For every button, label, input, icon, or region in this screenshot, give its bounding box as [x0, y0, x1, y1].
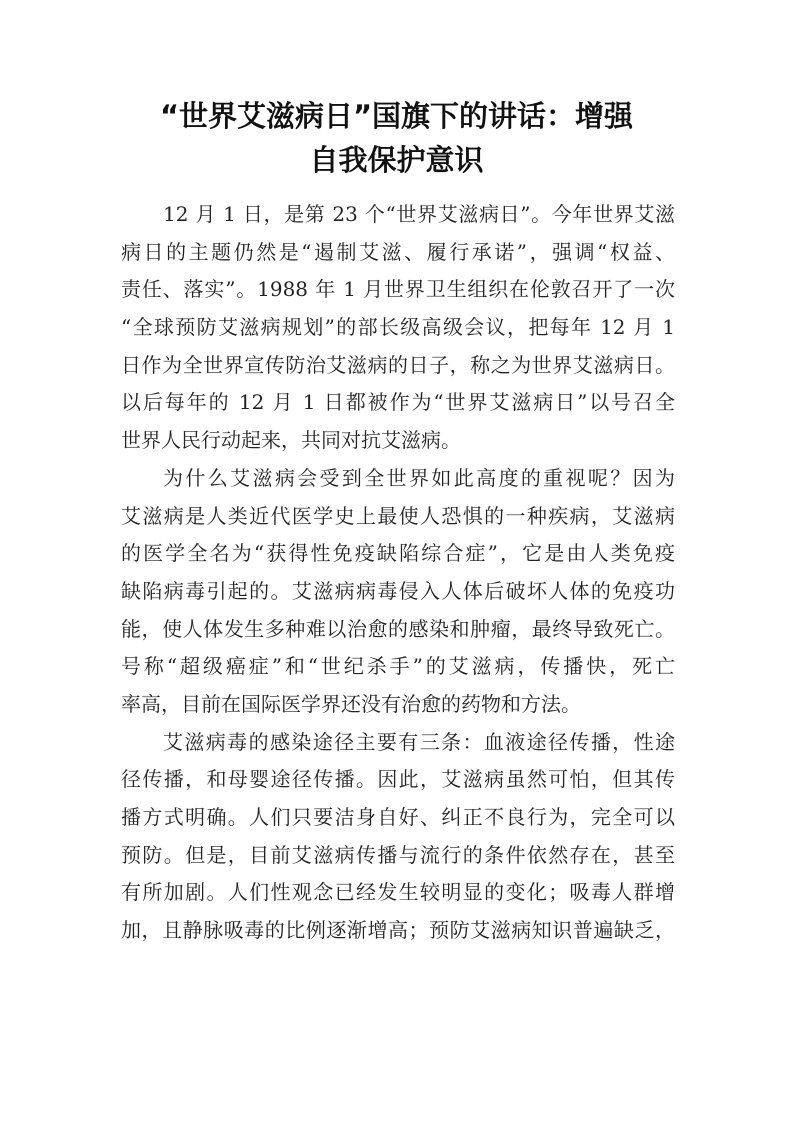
text-line: 为什么艾滋病会受到全世界如此高度的重视呢？因为: [163, 465, 675, 490]
title-line-1: “世界艾滋病日”国旗下的讲话：增强: [159, 99, 634, 133]
paragraph-2: [121, 460, 675, 724]
text-line: 能，使人体发生多种难以治愈的感染和肿瘤，最终导致死亡。: [121, 616, 675, 641]
text-line: 艾滋病毒的感染途径主要有三条：血液途径传播，性途: [163, 729, 675, 754]
text-line: 世界人民行动起来，共同对抗艾滋病。: [121, 428, 461, 453]
text-line: 以后每年的 12 月 1 日都被作为“世界艾滋病日”以号召全: [121, 390, 675, 415]
paragraph-3: [121, 724, 675, 950]
paragraph-1: [121, 196, 675, 460]
text-line: 率高，目前在国际医学界还没有治愈的药物和方法。: [121, 691, 581, 716]
text-line: 病日的主题仍然是“遏制艾滋、履行承诺”，强调“权益、: [121, 239, 675, 264]
text-line: 缺陷病毒引起的。艾滋病病毒侵入人体后破坏人体的免疫功: [121, 578, 675, 603]
text-line: 预防。但是，目前艾滋病传播与流行的条件依然存在，甚至: [121, 842, 675, 867]
text-line: 径传播，和母婴途径传播。因此，艾滋病虽然可怕，但其传: [121, 767, 675, 792]
title-line-2: 自我保护意识: [309, 143, 484, 177]
text-line: 的医学全名为“获得性免疫缺陷综合症”，它是由人类免疫: [121, 541, 675, 566]
text-line: “全球预防艾滋病规划”的部长级高级会议，把每年 12 月 1: [121, 315, 675, 340]
document-body: [121, 196, 675, 950]
text-line: 日作为全世界宣传防治艾滋病的日子，称之为世界艾滋病日。: [121, 352, 675, 377]
document-title: [100, 94, 693, 182]
text-line: 加，且静脉吸毒的比例逐渐增高；预防艾滋病知识普遍缺乏，: [121, 918, 675, 943]
text-line: 12 月 1 日，是第 23 个“世界艾滋病日”。今年世界艾滋: [163, 202, 675, 226]
text-line: 责任、落实”。1988 年 1 月世界卫生组织在伦敦召开了一次: [121, 277, 675, 302]
text-line: 播方式明确。人们只要洁身自好、纠正不良行为，完全可以: [121, 805, 675, 829]
text-line: 艾滋病是人类近代医学史上最使人恐惧的一种疾病，艾滋病: [121, 503, 675, 528]
text-line: 号称“超级癌症”和“世纪杀手”的艾滋病，传播快，死亡: [121, 654, 675, 679]
text-line: 有所加剧。人们性观念已经发生较明显的变化；吸毒人群增: [121, 880, 675, 905]
